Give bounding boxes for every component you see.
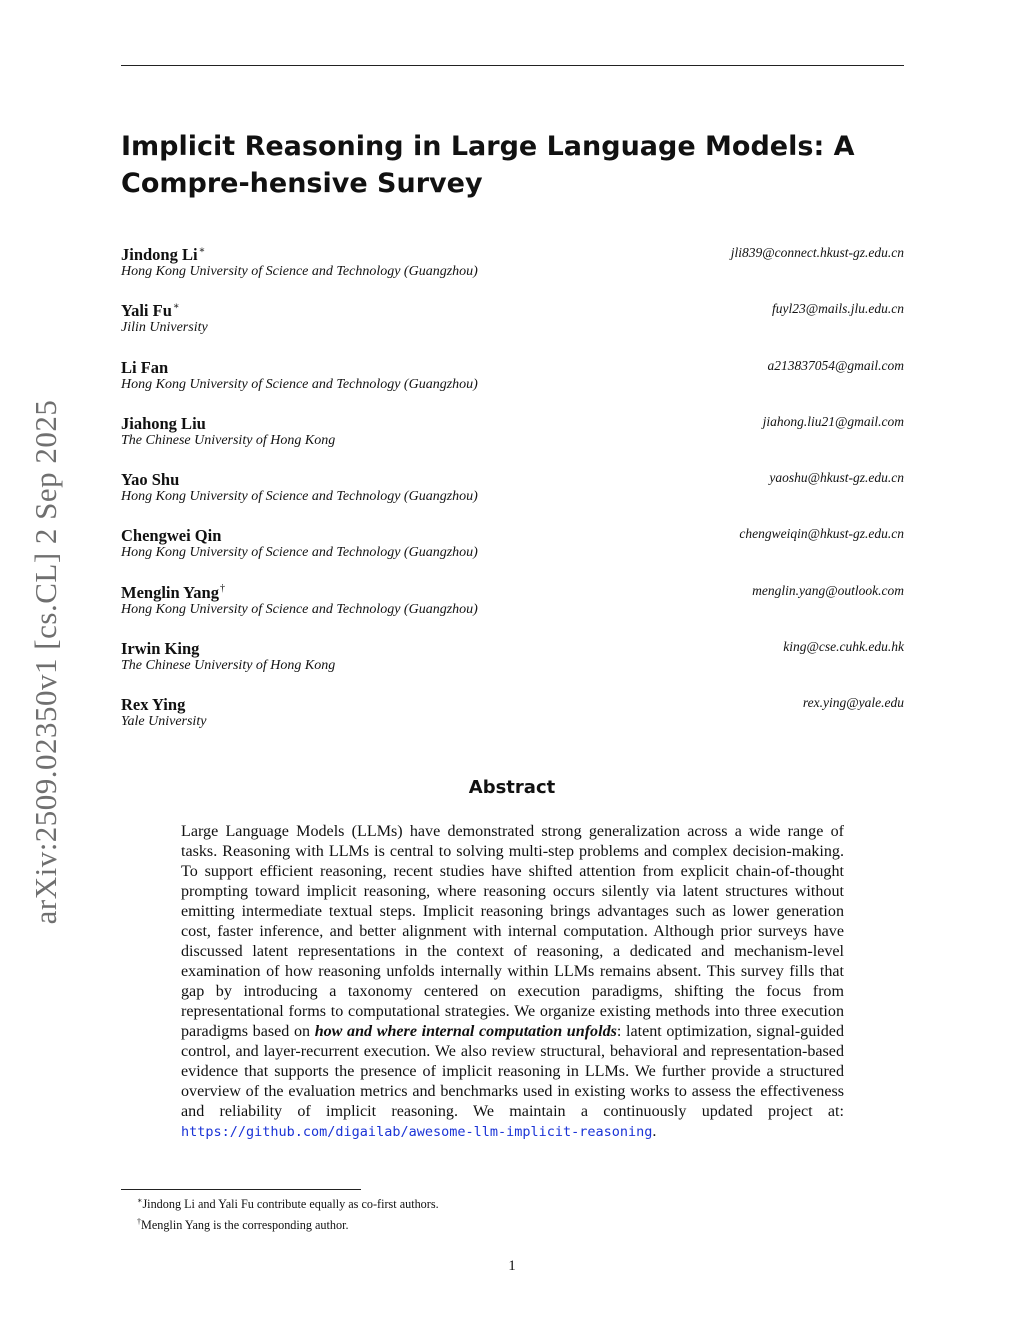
footnotes [137, 1192, 837, 1234]
author-mark: † [219, 582, 225, 594]
author-name: Rex Ying [121, 695, 186, 715]
author-name: Chengwei Qin [121, 526, 222, 546]
author-name: Yao Shu [121, 470, 180, 490]
author-email: rex.ying@yale.edu [802, 695, 904, 711]
author-entry [121, 240, 904, 296]
author-email: fuyl23@mails.jlu.edu.cn [771, 301, 904, 317]
author-affiliation: Hong Kong University of Science and Technology (Guangzhou) [121, 376, 478, 392]
header-rule [121, 65, 904, 66]
author-entry [121, 690, 904, 746]
author-affiliation: Hong Kong University of Science and Technology (Guangzhou) [121, 545, 478, 561]
footnote-rule [121, 1189, 361, 1190]
author-email: chengweiqin@hkust-gz.edu.cn [739, 526, 904, 542]
author-name: Menglin Yang† [121, 582, 225, 602]
footnote: †Menglin Yang is the corresponding author. [137, 1217, 349, 1232]
arxiv-identifier: arXiv:2509.02350v1 [cs.CL] 2 Sep 2025 [28, 399, 63, 925]
author-affiliation: The Chinese University of Hong Kong [121, 658, 336, 674]
abstract-body: Large Language Models (LLMs) have demonstrated strong generalization across a wide range of tasks. Reasoning with LLMs is central to solving multi-step problems and complex decision-making. To support efficient reasoning, recent studies have shifted attention from explicit chain-of-thought prompting toward implicit reasoning, where reasoning occurs silently via latent structures without emitting intermediate textual steps. Implicit reasoning brings advantages such as lower generation cost, faster inference, and better alignment with internal computation. Although prior surveys have discussed latent representations in the context of reasoning, a dedicated and mechanism-level examination of how reasoning unfolds internally within LLMs remains absent. This survey fills that gap by introducing a taxonomy centered on execution paradigms, shifting the focus from representational forms to computational strategies. We organize existing methods into three execution paradigms based on how and where internal computation unfolds: latent optimization, signal-guided control, and layer-recurrent execution. We also review structural, behavioral and representation-based evidence that supports the presence of implicit reasoning in LLMs. We further provide a structured overview of the evaluation metrics and benchmarks used in existing works to assess the effectiveness and reliability of implicit reasoning. We maintain a continuously updated project at: https://github.com/digailab/awesome-llm-implicit-reasoning. [181, 823, 844, 1140]
paper-title: Implicit Reasoning in Large Language Models: A Compre-hensive Survey [121, 131, 855, 199]
author-email: menglin.yang@outlook.com [752, 582, 904, 598]
author-entry [121, 353, 904, 409]
author-entry [121, 634, 904, 690]
page-number: 1 [508, 1258, 516, 1274]
author-email: a213837054@gmail.com [767, 357, 904, 373]
author-affiliation: Yale University [121, 714, 207, 730]
author-email: jli839@connect.hkust-gz.edu.cn [730, 245, 904, 260]
author-mark: ∗ [198, 245, 206, 256]
author-mark: ∗ [172, 301, 180, 313]
author-email: jiahong.liu21@gmail.com [762, 413, 904, 429]
author-entry [121, 409, 904, 465]
author-affiliation: Hong Kong University of Science and Technology (Guangzhou) [121, 601, 478, 617]
author-name: Jindong Li∗ [121, 245, 206, 264]
footnote: ∗Jindong Li and Yali Fu contribute equally as co-first authors. [137, 1196, 439, 1211]
author-entry [121, 578, 904, 634]
author-entry [121, 296, 904, 352]
author-name: Irwin King [121, 639, 200, 659]
author-affiliation: Hong Kong University of Science and Technology (Guangzhou) [121, 264, 478, 279]
author-affiliation: Hong Kong University of Science and Technology (Guangzhou) [121, 489, 478, 505]
author-name: Yali Fu∗ [121, 301, 180, 321]
abstract-heading: Abstract [468, 777, 556, 798]
author-entry [121, 465, 904, 521]
author-email: yaoshu@hkust-gz.edu.cn [769, 470, 904, 486]
abstract-emphasis: how and where internal computation unfolds [314, 1023, 617, 1040]
author-name: Li Fan [121, 357, 169, 377]
author-name: Jiahong Liu [121, 413, 206, 433]
author-list [121, 240, 904, 747]
author-affiliation: Jilin University [121, 320, 208, 336]
author-entry [121, 521, 904, 577]
author-affiliation: The Chinese University of Hong Kong [121, 432, 336, 448]
repository-link[interactable]: https://github.com/digailab/awesome-llm-implicit-reasoning [181, 1124, 653, 1140]
author-email: king@cse.cuhk.edu.hk [783, 639, 904, 655]
